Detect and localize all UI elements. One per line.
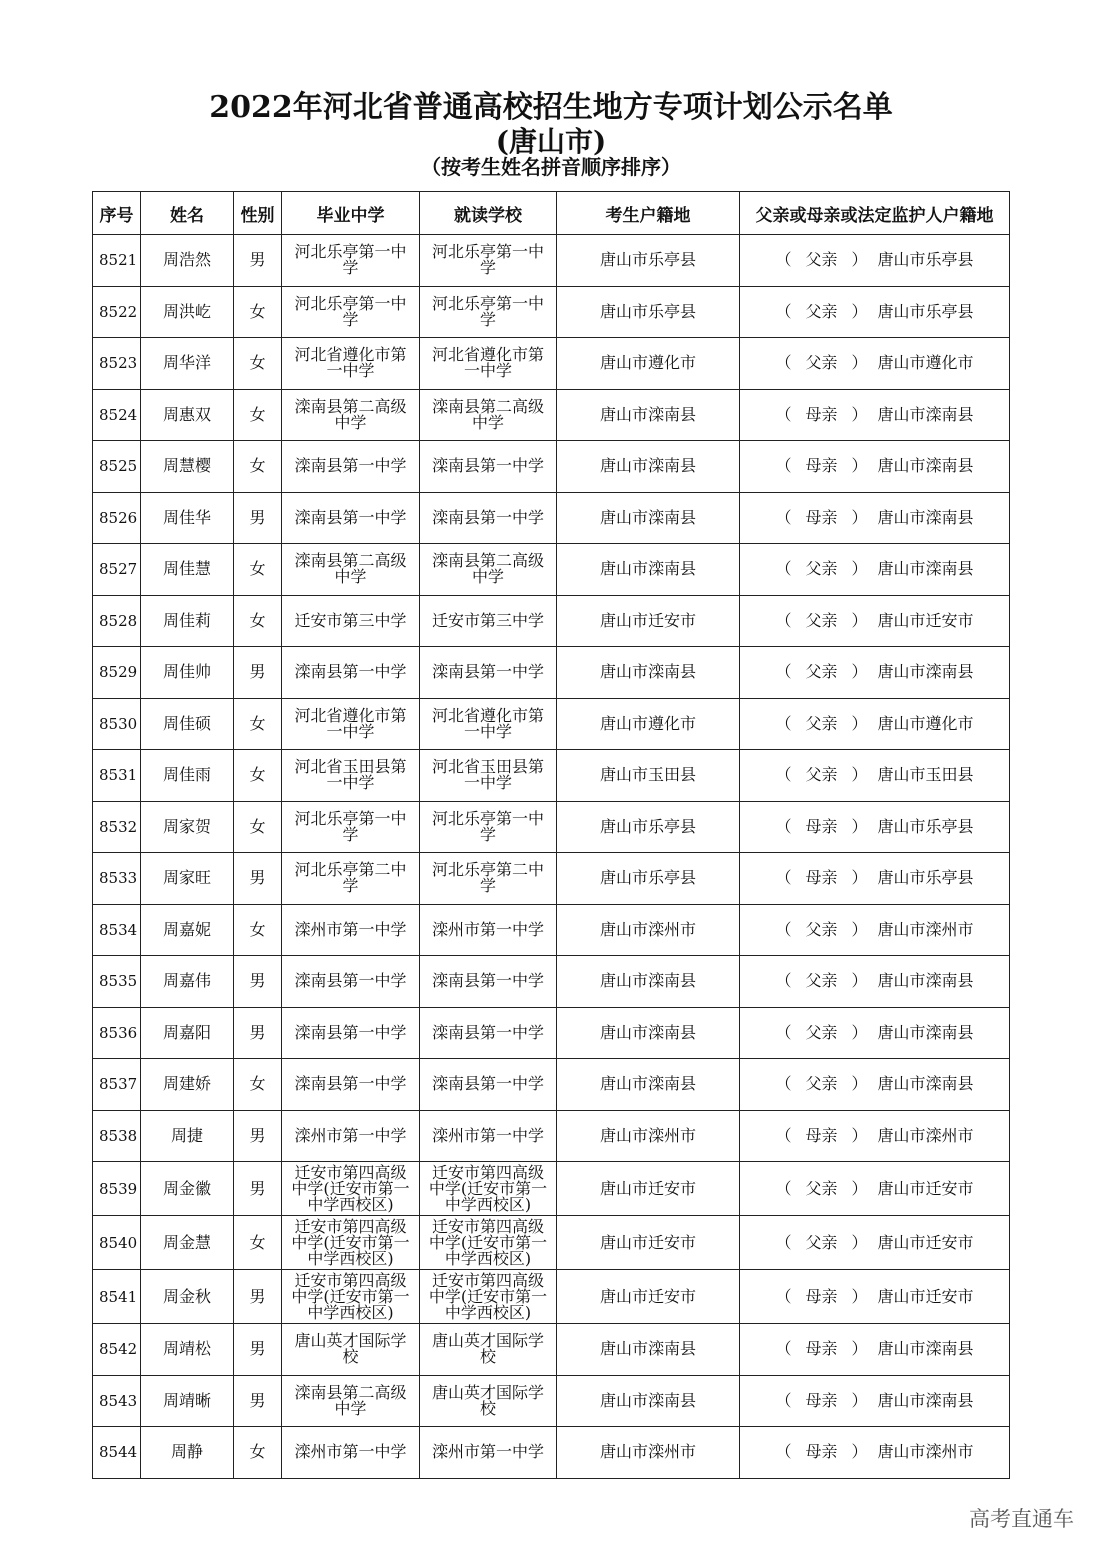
guardian-residence: 唐山市滦南县	[877, 1390, 974, 1410]
cell-gender: 男	[234, 1007, 282, 1059]
cell-no: 8522	[93, 286, 141, 338]
cell-gender: 女	[234, 1216, 282, 1270]
guardian-relation: 父亲	[805, 1178, 838, 1198]
cell-name: 周佳雨	[141, 750, 234, 802]
cell-current-school: 河北省玉田县第一中学	[420, 750, 557, 802]
cell-residence: 唐山市滦州市	[557, 904, 740, 956]
cell-gender: 女	[234, 595, 282, 647]
table-row	[93, 1162, 1010, 1216]
cell-grad-school: 河北省玉田县第一中学	[282, 750, 420, 802]
cell-gender: 男	[234, 956, 282, 1008]
cell-guardian-residence: （ 母亲 ） 唐山市滦州市	[740, 1427, 1010, 1479]
cell-name: 周捷	[141, 1110, 234, 1162]
cell-grad-school: 滦南县第二高级中学	[282, 389, 420, 441]
cell-gender: 女	[234, 441, 282, 493]
table-row	[93, 235, 1010, 287]
cell-guardian-residence: （ 父亲 ） 唐山市滦南县	[740, 1007, 1010, 1059]
sort-note: （按考生姓名拼音顺序排序）	[421, 155, 681, 179]
guardian-residence: 唐山市滦州市	[877, 919, 974, 939]
cell-no: 8525	[93, 441, 141, 493]
header-residence: 考生户籍地	[557, 192, 740, 235]
cell-residence: 唐山市滦南县	[557, 1059, 740, 1111]
cell-gender: 男	[234, 1375, 282, 1427]
cell-gender: 女	[234, 698, 282, 750]
guardian-residence: 唐山市乐亭县	[877, 816, 974, 836]
cell-residence: 唐山市滦南县	[557, 647, 740, 699]
cell-name: 周嘉阳	[141, 1007, 234, 1059]
document-title: 2022年河北省普通高校招生地方专项计划公示名单	[209, 90, 893, 125]
cell-current-school: 唐山英才国际学校	[420, 1375, 557, 1427]
table-row	[93, 750, 1010, 802]
cell-name: 周嘉妮	[141, 904, 234, 956]
table-row	[93, 1007, 1010, 1059]
guardian-relation: 母亲	[805, 868, 838, 888]
cell-no: 8542	[93, 1324, 141, 1376]
cell-current-school: 河北省遵化市第一中学	[420, 698, 557, 750]
cell-residence: 唐山市迁安市	[557, 595, 740, 647]
cell-no: 8538	[93, 1110, 141, 1162]
cell-grad-school: 滦南县第一中学	[282, 1059, 420, 1111]
guardian-residence: 唐山市滦南县	[877, 404, 974, 424]
cell-gender: 女	[234, 338, 282, 390]
cell-no: 8529	[93, 647, 141, 699]
cell-no: 8534	[93, 904, 141, 956]
cell-grad-school: 迁安市第四高级中学(迁安市第一中学西校区)	[282, 1270, 420, 1324]
cell-guardian-residence: （ 父亲 ） 唐山市迁安市	[740, 1216, 1010, 1270]
cell-current-school: 滦南县第一中学	[420, 1007, 557, 1059]
cell-gender: 女	[234, 904, 282, 956]
cell-no: 8526	[93, 492, 141, 544]
guardian-relation: 母亲	[805, 816, 838, 836]
guardian-residence: 唐山市迁安市	[877, 1286, 974, 1306]
cell-name: 周靖晰	[141, 1375, 234, 1427]
cell-no: 8535	[93, 956, 141, 1008]
guardian-relation: 父亲	[805, 1022, 838, 1042]
cell-current-school: 滦南县第二高级中学	[420, 389, 557, 441]
guardian-relation: 父亲	[805, 1074, 838, 1094]
cell-grad-school: 滦州市第一中学	[282, 1427, 420, 1479]
cell-grad-school: 滦南县第一中学	[282, 1007, 420, 1059]
header-guardian-residence: 父亲或母亲或法定监护人户籍地	[740, 192, 1010, 235]
cell-guardian-residence: （ 母亲 ） 唐山市滦南县	[740, 389, 1010, 441]
guardian-residence: 唐山市滦州市	[877, 1442, 974, 1462]
cell-current-school: 迁安市第四高级中学(迁安市第一中学西校区)	[420, 1162, 557, 1216]
cell-guardian-residence: （ 父亲 ） 唐山市乐亭县	[740, 286, 1010, 338]
guardian-relation: 母亲	[805, 1125, 838, 1145]
cell-grad-school: 迁安市第三中学	[282, 595, 420, 647]
cell-gender: 女	[234, 1427, 282, 1479]
cell-guardian-residence: （ 母亲 ） 唐山市乐亭县	[740, 801, 1010, 853]
guardian-relation: 母亲	[805, 1339, 838, 1359]
table-row	[93, 1427, 1010, 1479]
cell-guardian-residence: （ 母亲 ） 唐山市迁安市	[740, 1270, 1010, 1324]
guardian-relation: 父亲	[805, 610, 838, 630]
cell-current-school: 滦南县第一中学	[420, 441, 557, 493]
cell-gender: 女	[234, 389, 282, 441]
cell-residence: 唐山市滦南县	[557, 1007, 740, 1059]
cell-residence: 唐山市滦州市	[557, 1110, 740, 1162]
cell-current-school: 河北乐亭第一中学	[420, 235, 557, 287]
table-row	[93, 338, 1010, 390]
guardian-residence: 唐山市迁安市	[877, 1178, 974, 1198]
cell-no: 8532	[93, 801, 141, 853]
guardian-residence: 唐山市乐亭县	[877, 868, 974, 888]
guardian-residence: 唐山市滦南县	[877, 971, 974, 991]
header-name: 姓名	[141, 192, 234, 235]
cell-current-school: 迁安市第四高级中学(迁安市第一中学西校区)	[420, 1216, 557, 1270]
cell-grad-school: 滦南县第二高级中学	[282, 1375, 420, 1427]
header-grad-school: 毕业中学	[282, 192, 420, 235]
cell-current-school: 河北乐亭第一中学	[420, 286, 557, 338]
cell-grad-school: 河北省遵化市第一中学	[282, 698, 420, 750]
table-row	[93, 1270, 1010, 1324]
cell-residence: 唐山市滦南县	[557, 389, 740, 441]
cell-residence: 唐山市滦州市	[557, 1427, 740, 1479]
cell-grad-school: 河北乐亭第一中学	[282, 801, 420, 853]
cell-no: 8537	[93, 1059, 141, 1111]
cell-guardian-residence: （ 父亲 ） 唐山市乐亭县	[740, 235, 1010, 287]
cell-residence: 唐山市滦南县	[557, 441, 740, 493]
cell-gender: 女	[234, 544, 282, 596]
cell-gender: 女	[234, 1059, 282, 1111]
guardian-residence: 唐山市滦南县	[877, 507, 974, 527]
cell-no: 8524	[93, 389, 141, 441]
guardian-residence: 唐山市滦州市	[877, 1125, 974, 1145]
cell-grad-school: 河北乐亭第一中学	[282, 235, 420, 287]
cell-guardian-residence: （ 母亲 ） 唐山市滦州市	[740, 1110, 1010, 1162]
cell-no: 8541	[93, 1270, 141, 1324]
cell-residence: 唐山市滦南县	[557, 544, 740, 596]
cell-guardian-residence: （ 父亲 ） 唐山市玉田县	[740, 750, 1010, 802]
document-city: (唐山市)	[495, 125, 607, 158]
cell-guardian-residence: （ 父亲 ） 唐山市滦南县	[740, 544, 1010, 596]
cell-no: 8539	[93, 1162, 141, 1216]
cell-current-school: 滦南县第一中学	[420, 956, 557, 1008]
guardian-relation: 父亲	[805, 919, 838, 939]
cell-residence: 唐山市迁安市	[557, 1162, 740, 1216]
cell-current-school: 滦州市第一中学	[420, 904, 557, 956]
cell-grad-school: 迁安市第四高级中学(迁安市第一中学西校区)	[282, 1216, 420, 1270]
table-row	[93, 1324, 1010, 1376]
table-row	[93, 389, 1010, 441]
table-row	[93, 956, 1010, 1008]
cell-current-school: 迁安市第四高级中学(迁安市第一中学西校区)	[420, 1270, 557, 1324]
cell-no: 8523	[93, 338, 141, 390]
cell-guardian-residence: （ 父亲 ） 唐山市迁安市	[740, 595, 1010, 647]
guardian-residence: 唐山市滦南县	[877, 662, 974, 682]
cell-residence: 唐山市滦南县	[557, 492, 740, 544]
cell-grad-school: 滦南县第一中学	[282, 441, 420, 493]
cell-name: 周家贺	[141, 801, 234, 853]
cell-guardian-residence: （ 父亲 ） 唐山市滦南县	[740, 647, 1010, 699]
cell-name: 周佳帅	[141, 647, 234, 699]
cell-grad-school: 滦南县第一中学	[282, 647, 420, 699]
cell-name: 周佳莉	[141, 595, 234, 647]
cell-no: 8544	[93, 1427, 141, 1479]
guardian-residence: 唐山市乐亭县	[877, 250, 974, 270]
header-current-school: 就读学校	[420, 192, 557, 235]
cell-residence: 唐山市乐亭县	[557, 853, 740, 905]
cell-name: 周洪屹	[141, 286, 234, 338]
cell-guardian-residence: （ 父亲 ） 唐山市遵化市	[740, 698, 1010, 750]
cell-residence: 唐山市滦南县	[557, 956, 740, 1008]
table-row	[93, 698, 1010, 750]
cell-name: 周靖松	[141, 1324, 234, 1376]
header-gender: 性别	[234, 192, 282, 235]
cell-gender: 男	[234, 853, 282, 905]
table-row	[93, 1110, 1010, 1162]
cell-name: 周惠双	[141, 389, 234, 441]
cell-current-school: 河北乐亭第二中学	[420, 853, 557, 905]
watermark: 高考直通车	[969, 1507, 1074, 1531]
cell-residence: 唐山市迁安市	[557, 1270, 740, 1324]
cell-grad-school: 滦州市第一中学	[282, 904, 420, 956]
cell-no: 8530	[93, 698, 141, 750]
cell-grad-school: 滦南县第二高级中学	[282, 544, 420, 596]
guardian-residence: 唐山市滦南县	[877, 456, 974, 476]
cell-no: 8527	[93, 544, 141, 596]
guardian-residence: 唐山市滦南县	[877, 1022, 974, 1042]
guardian-residence: 唐山市遵化市	[877, 353, 974, 373]
table-row	[93, 904, 1010, 956]
header-no: 序号	[93, 192, 141, 235]
cell-no: 8533	[93, 853, 141, 905]
guardian-relation: 母亲	[805, 1390, 838, 1410]
cell-gender: 男	[234, 235, 282, 287]
cell-residence: 唐山市玉田县	[557, 750, 740, 802]
cell-gender: 男	[234, 1110, 282, 1162]
cell-name: 周华洋	[141, 338, 234, 390]
guardian-residence: 唐山市滦南县	[877, 1074, 974, 1094]
cell-no: 8543	[93, 1375, 141, 1427]
cell-gender: 女	[234, 286, 282, 338]
cell-current-school: 河北乐亭第一中学	[420, 801, 557, 853]
cell-gender: 男	[234, 647, 282, 699]
cell-residence: 唐山市乐亭县	[557, 286, 740, 338]
cell-guardian-residence: （ 父亲 ） 唐山市滦南县	[740, 956, 1010, 1008]
cell-current-school: 唐山英才国际学校	[420, 1324, 557, 1376]
guardian-relation: 父亲	[805, 353, 838, 373]
guardian-relation: 父亲	[805, 250, 838, 270]
guardian-relation: 母亲	[805, 1442, 838, 1462]
cell-residence: 唐山市滦南县	[557, 1324, 740, 1376]
cell-guardian-residence: （ 父亲 ） 唐山市滦南县	[740, 1059, 1010, 1111]
cell-no: 8531	[93, 750, 141, 802]
cell-residence: 唐山市迁安市	[557, 1216, 740, 1270]
cell-current-school: 滦州市第一中学	[420, 1110, 557, 1162]
cell-current-school: 迁安市第三中学	[420, 595, 557, 647]
table-row	[93, 1059, 1010, 1111]
cell-name: 周建娇	[141, 1059, 234, 1111]
cell-grad-school: 河北乐亭第二中学	[282, 853, 420, 905]
cell-guardian-residence: （ 母亲 ） 唐山市滦南县	[740, 441, 1010, 493]
table-row	[93, 492, 1010, 544]
cell-name: 周家旺	[141, 853, 234, 905]
cell-residence: 唐山市遵化市	[557, 338, 740, 390]
cell-guardian-residence: （ 父亲 ） 唐山市迁安市	[740, 1162, 1010, 1216]
guardian-relation: 母亲	[805, 456, 838, 476]
cell-name: 周金慧	[141, 1216, 234, 1270]
guardian-residence: 唐山市遵化市	[877, 713, 974, 733]
cell-name: 周静	[141, 1427, 234, 1479]
guardian-relation: 父亲	[805, 971, 838, 991]
cell-gender: 男	[234, 1162, 282, 1216]
guardian-relation: 母亲	[805, 404, 838, 424]
cell-grad-school: 滦州市第一中学	[282, 1110, 420, 1162]
table-header-row	[93, 192, 1010, 235]
cell-guardian-residence: （ 母亲 ） 唐山市滦南县	[740, 1324, 1010, 1376]
cell-residence: 唐山市遵化市	[557, 698, 740, 750]
cell-name: 周佳慧	[141, 544, 234, 596]
table-row	[93, 647, 1010, 699]
table-row	[93, 286, 1010, 338]
cell-residence: 唐山市乐亭县	[557, 235, 740, 287]
cell-name: 周金秋	[141, 1270, 234, 1324]
table-row	[93, 544, 1010, 596]
cell-grad-school: 滦南县第一中学	[282, 956, 420, 1008]
cell-current-school: 滦南县第一中学	[420, 1059, 557, 1111]
guardian-relation: 父亲	[805, 559, 838, 579]
cell-grad-school: 河北乐亭第一中学	[282, 286, 420, 338]
cell-name: 周佳硕	[141, 698, 234, 750]
cell-gender: 男	[234, 492, 282, 544]
guardian-residence: 唐山市迁安市	[877, 1232, 974, 1252]
guardian-residence: 唐山市滦南县	[877, 1339, 974, 1359]
cell-current-school: 滦南县第二高级中学	[420, 544, 557, 596]
cell-no: 8528	[93, 595, 141, 647]
cell-no: 8521	[93, 235, 141, 287]
table-row	[93, 1216, 1010, 1270]
cell-residence: 唐山市乐亭县	[557, 801, 740, 853]
cell-guardian-residence: （ 母亲 ） 唐山市滦南县	[740, 1375, 1010, 1427]
guardian-relation: 母亲	[805, 507, 838, 527]
cell-guardian-residence: （ 父亲 ） 唐山市滦州市	[740, 904, 1010, 956]
guardian-residence: 唐山市玉田县	[877, 765, 974, 785]
guardian-residence: 唐山市迁安市	[877, 610, 974, 630]
guardian-residence: 唐山市乐亭县	[877, 301, 974, 321]
table-row	[93, 853, 1010, 905]
guardian-relation: 母亲	[805, 1286, 838, 1306]
cell-current-school: 河北省遵化市第一中学	[420, 338, 557, 390]
cell-current-school: 滦州市第一中学	[420, 1427, 557, 1479]
cell-gender: 女	[234, 801, 282, 853]
guardian-relation: 父亲	[805, 301, 838, 321]
admission-list-table	[92, 191, 1010, 1479]
cell-name: 周嘉伟	[141, 956, 234, 1008]
cell-grad-school: 迁安市第四高级中学(迁安市第一中学西校区)	[282, 1162, 420, 1216]
cell-name: 周浩然	[141, 235, 234, 287]
table-row	[93, 441, 1010, 493]
table-row	[93, 1375, 1010, 1427]
cell-name: 周慧樱	[141, 441, 234, 493]
cell-grad-school: 河北省遵化市第一中学	[282, 338, 420, 390]
cell-no: 8536	[93, 1007, 141, 1059]
guardian-relation: 父亲	[805, 1232, 838, 1252]
cell-grad-school: 唐山英才国际学校	[282, 1324, 420, 1376]
cell-gender: 男	[234, 1270, 282, 1324]
table-row	[93, 801, 1010, 853]
guardian-relation: 父亲	[805, 662, 838, 682]
cell-name: 周金徽	[141, 1162, 234, 1216]
cell-guardian-residence: （ 父亲 ） 唐山市遵化市	[740, 338, 1010, 390]
cell-guardian-residence: （ 母亲 ） 唐山市滦南县	[740, 492, 1010, 544]
cell-grad-school: 滦南县第一中学	[282, 492, 420, 544]
cell-guardian-residence: （ 母亲 ） 唐山市乐亭县	[740, 853, 1010, 905]
cell-current-school: 滦南县第一中学	[420, 647, 557, 699]
cell-gender: 女	[234, 750, 282, 802]
guardian-residence: 唐山市滦南县	[877, 559, 974, 579]
guardian-relation: 父亲	[805, 713, 838, 733]
cell-current-school: 滦南县第一中学	[420, 492, 557, 544]
guardian-relation: 父亲	[805, 765, 838, 785]
cell-gender: 男	[234, 1324, 282, 1376]
cell-residence: 唐山市滦南县	[557, 1375, 740, 1427]
cell-name: 周佳华	[141, 492, 234, 544]
cell-no: 8540	[93, 1216, 141, 1270]
table-row	[93, 595, 1010, 647]
